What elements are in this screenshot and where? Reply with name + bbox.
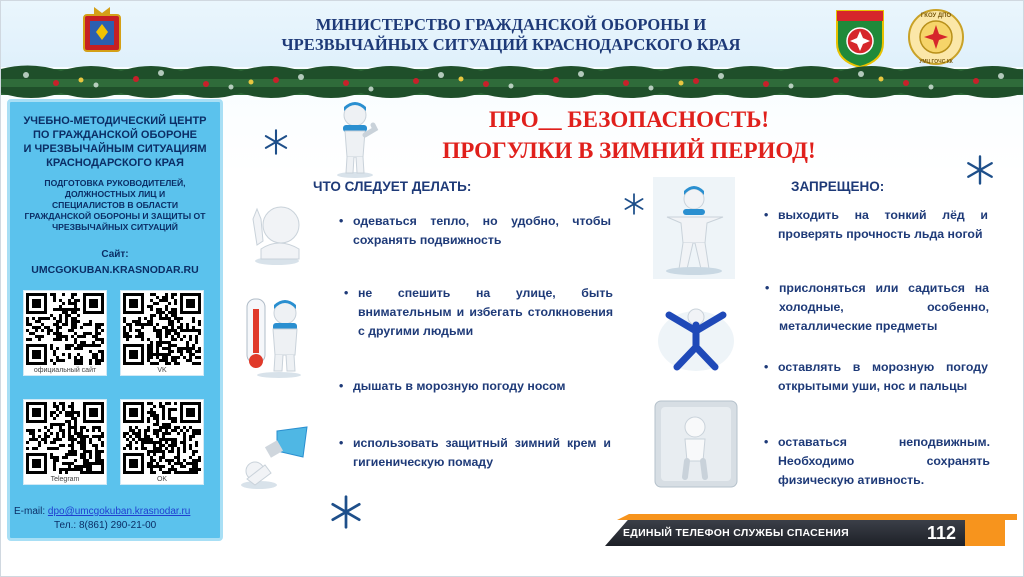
contact-panel [7,99,223,541]
snowflake-icon [329,495,363,529]
forbidden-item [764,433,990,490]
poster-title-line1: ПРО__ БЕЗОПАСНОСТЬ! [488,107,770,132]
bullet-icon: • [764,435,769,449]
poster-title-line2: ПРОГУЛКИ В ЗИМНИЙ ПЕРИОД! [442,138,816,163]
qr-code-icon [26,293,104,365]
do-item-text: одеваться тепло, но удобно, чтобы сохранять подвижность [353,214,611,247]
thermometer-figure-icon [241,295,307,379]
qr-caption: OK [156,476,168,483]
do-item [339,377,611,396]
figure-pointing-icon [243,201,305,267]
bullet-icon: • [339,379,344,393]
banner-stripe-end [965,520,1005,546]
umc-emblem-top-text: ГКОУ ДПО [920,13,952,19]
forbidden-item-text: прислоняться или садиться на холодные, особенно, металлические предметы [779,281,989,333]
do-item-text: использовать защитный зимний крем и гигиеническую помаду [353,436,611,469]
forbidden-item-text: оставаться неподвижным. Необходимо сохранять физическую ативность. [778,435,990,487]
qr-code-vk[interactable] [120,290,204,376]
bullet-icon: • [764,360,769,374]
banner-text: ЕДИНЫЙ ТЕЛЕФОН СЛУЖБЫ СПАСЕНИЯ [623,527,849,539]
qr-caption: VK [157,367,167,374]
header-title-line2: ЧРЕЗВЫЧАЙНЫХ СИТУАЦИЙ КРАСНОДАРСКОГО КРАЯ [281,35,741,54]
snowflake-icon [623,193,645,215]
header-title [241,15,781,55]
qr-code-ok[interactable] [120,399,204,485]
do-item-text: дышать в морозную погоду носом [353,379,566,393]
forbidden-item [765,279,989,336]
bullet-icon: • [339,214,344,228]
figure-on-ice-icon [653,177,735,279]
bullet-icon: • [765,281,770,295]
figure-snow-angel-icon [655,301,737,373]
header-title-line1: МИНИСТЕРСТВО ГРАЖДАНСКОЙ ОБОРОНЫ И [315,15,707,34]
center-name-line: И ЧРЕЗВЫЧАЙНЫМ СИТУАЦИЯМ [23,143,207,155]
rescue-phone-banner [605,520,985,546]
email-line [14,506,220,517]
snowflake-icon [965,155,995,185]
center-description-line: ПОДГОТОВКА РУКОВОДИТЕЛЕЙ, [44,178,186,188]
qr-caption: Telegram [50,476,80,483]
do-item [344,284,613,341]
center-name [10,114,220,170]
snowflake-icon [263,129,289,155]
qr-code-icon [123,293,201,365]
site-label: Сайт: [101,249,129,260]
do-item-text: не спешить на улице, быть внимательным и избегать столкновения с другими людьми [358,286,613,338]
center-name-line: ПО ГРАЖДАНСКОЙ ОБОРОНЕ [33,129,197,141]
forbidden-heading: ЗАПРЕЩЕНО: [791,179,885,194]
qr-caption: официальный сайт [33,367,97,374]
forbidden-item [764,206,988,244]
forbidden-item-text: оставлять в морозную погоду открытыми уши, нос и пальцы [778,360,988,393]
frozen-figure-icon [651,397,741,491]
phone-number: Тел.: 8(861) 290-21-00 [54,520,157,531]
center-description [14,178,216,233]
do-heading: ЧТО СЛЕДУЕТ ДЕЛАТЬ: [313,179,472,194]
center-description-line: СПЕЦИАЛИСТОВ В ОБЛАСТИ [51,200,179,210]
center-description-line: ДОЛЖНОСТНЫХ ЛИЦ И [64,189,166,199]
cream-tube-icon [237,421,313,493]
krasnodar-emblem-icon [81,5,123,55]
bullet-icon: • [339,436,344,450]
center-description-line: ЧРЕЗВЫЧАЙНЫХ СИТУАЦИЙ [52,222,178,232]
forbidden-item-text: выходить на тонкий лёд и проверять прочность льда ногой [778,208,988,241]
qr-code-icon [26,402,104,474]
qr-code-telegram[interactable] [23,399,107,485]
umc-emblem-bottom-text: УМЦ ГОЧС КК [919,59,953,65]
rescue-phone-number: 112 [927,523,957,543]
poster-title [399,104,859,166]
bullet-icon: • [764,208,769,222]
do-item [339,434,611,472]
center-name-line: УЧЕБНО-МЕТОДИЧЕСКИЙ ЦЕНТР [23,115,207,127]
banner-stripe [617,514,1017,520]
bullet-icon: • [344,286,349,300]
email-label: E-mail: [14,506,48,517]
center-name-line: КРАСНОДАРСКОГО КРАЯ [46,157,184,169]
qr-code-icon [123,402,201,474]
do-item [339,212,611,250]
forbidden-item [764,358,988,396]
site-link[interactable]: UMCGOKUBAN.KRASNODAR.RU [31,264,199,276]
qr-code-official-site[interactable] [23,290,107,376]
email-link[interactable]: dpo@umcgokuban.krasnodar.ru [47,506,191,517]
center-description-line: ГРАЖДАНСКОЙ ОБОРОНЫ И ЗАЩИТЫ ОТ [24,211,206,221]
thinking-figure-icon [327,99,383,179]
